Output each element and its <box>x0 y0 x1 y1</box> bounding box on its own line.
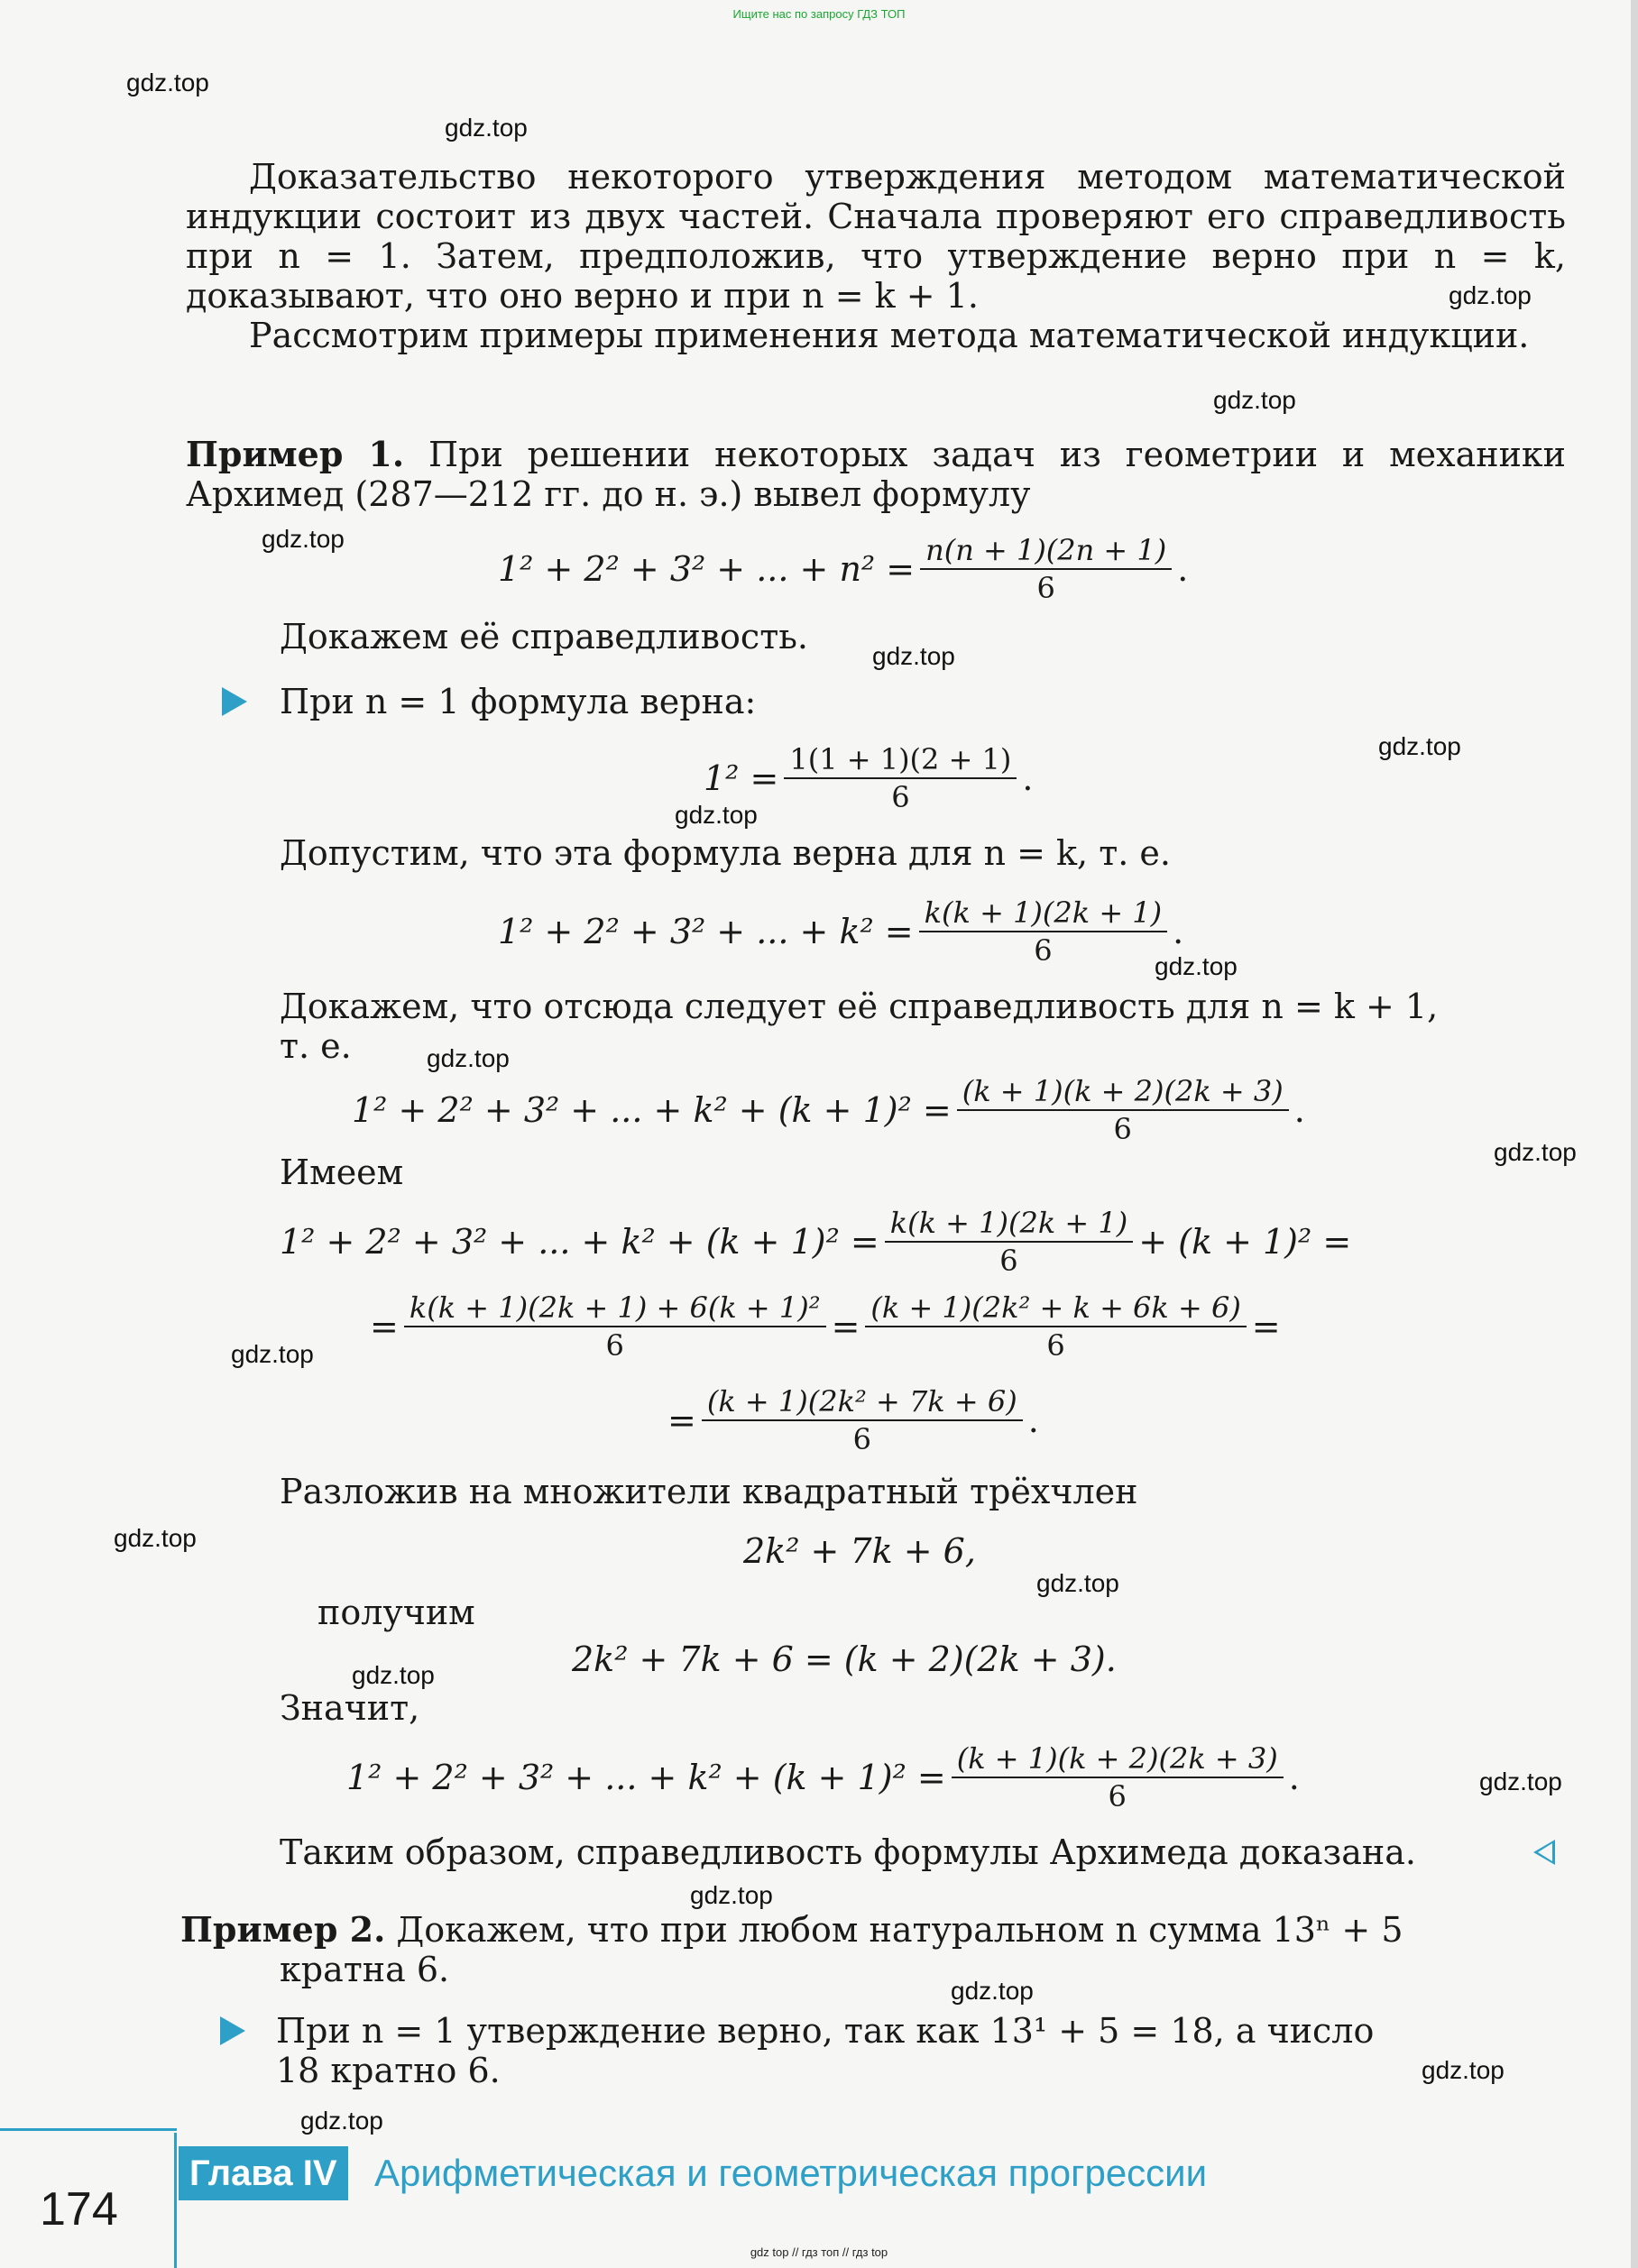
example2-step1: При n = 1 утверждение верно, так как 13¹ + 5 = 18, а число <box>276 2011 1375 2051</box>
example2-step1b: 18 кратно 6. <box>276 2051 501 2090</box>
watermark: gdz.top <box>675 801 758 829</box>
obtain-text: получим <box>317 1593 475 1632</box>
step1-text: При n = 1 формула верна: <box>280 682 757 721</box>
watermark: gdz.top <box>1213 386 1296 414</box>
fraction <box>957 1073 1289 1147</box>
trinomial: 2k² + 7k + 6, <box>743 1531 976 1571</box>
solution-start-marker <box>220 2016 245 2045</box>
example2-statement <box>180 1910 1403 1950</box>
have-text: Имеем <box>280 1152 404 1192</box>
fraction-numerator: 1(1 + 1)(2 + 1) <box>789 742 1012 776</box>
example2-text-2: кратна 6. <box>280 1950 450 1989</box>
watermark: gdz.top <box>1155 952 1238 980</box>
page-number: 174 <box>40 2183 118 2236</box>
fraction <box>920 532 1172 606</box>
conclusion-text: Таким образом, справедливость формулы Архимеда доказана. <box>280 1832 1416 1872</box>
fraction-denominator: 6 <box>1034 933 1053 968</box>
fraction-denominator: 6 <box>999 1244 1018 1278</box>
watermark: gdz.top <box>231 1340 314 1368</box>
fraction-denominator: 6 <box>1036 571 1055 605</box>
fraction-denominator: 6 <box>605 1328 624 1363</box>
formula-lhs: 1² = <box>704 758 779 798</box>
formula-expand: = $\frac{\text{k(k + 1)(2k + 1) + 6(k + 1)²}}{6}$ = $\frac{\text{(k + 1)(2k² + k + 6k + 6)}}{6}$ = <box>370 1290 1281 1363</box>
watermark: gdz.top <box>445 114 528 142</box>
watermark: gdz.top <box>126 69 209 96</box>
formula-have <box>280 1205 1351 1279</box>
watermark: gdz.top <box>872 642 955 670</box>
fraction <box>784 741 1017 815</box>
show-text-2: т. е. <box>280 1026 352 1066</box>
watermark: gdz.top <box>427 1044 510 1072</box>
watermark: gdz.top <box>352 1661 435 1689</box>
formula-lhs: 1² + 2² + 3² + ... + n² = <box>498 549 916 589</box>
watermark: gdz.top <box>1494 1138 1577 1166</box>
formula-final: 1² + 2² + 3² + ... + k² + (k + 1)² = $\frac{(k + 1)(k + 2)(2k + 3)}{6}$ . <box>346 1741 1300 1813</box>
assume-text: Допустим, что эта формула верна для n = k, т. е. <box>280 833 1171 873</box>
fraction <box>404 1290 826 1364</box>
fraction <box>702 1383 1023 1457</box>
chapter-badge: Глава IV <box>179 2146 348 2200</box>
fraction <box>952 1740 1284 1814</box>
page-edge <box>1631 0 1638 2268</box>
watermark: gdz.top <box>690 1881 773 1909</box>
example2-text: Докажем, что при любом натуральном n сумма 13ⁿ + 5 <box>396 1910 1403 1950</box>
watermark: gdz.top <box>1036 1569 1119 1597</box>
factored-formula: 2k² + 7k + 6 = (k + 2)(2k + 3). <box>572 1639 1117 1679</box>
fraction-numerator: k(k + 1)(2k + 1) <box>889 1206 1128 1240</box>
solution-start-marker <box>222 687 247 716</box>
formula-lhs: 1² + 2² + 3² + ... + k² = <box>498 912 914 951</box>
watermark: gdz.top <box>1378 732 1461 760</box>
formula-tail: + (k + 1)² = <box>1138 1222 1352 1262</box>
example1-label: Пример 1. <box>186 434 405 474</box>
fraction-numerator: (k + 1)(2k² + k + 6k + 6) <box>870 1290 1241 1325</box>
fraction-numerator: n(n + 1)(2n + 1) <box>925 533 1167 567</box>
fraction <box>919 895 1168 969</box>
fraction-numerator: k(k + 1)(2k + 1) + 6(k + 1)² <box>409 1290 821 1325</box>
formula-archimedes: 1² + 2² + 3² + ... + n² = $\frac{n(n + 1)(2n + 1)}{6}$ . <box>498 533 1189 605</box>
intro-paragraph: Доказательство некоторого утверждения методом математической индукции состоит из двух частей. Сначала проверяют его справедливость при n = 1. Затем, предположив, что утверждение верно при n = k, доказывают, что оно верно и при n = k + 1. <box>186 157 1566 316</box>
fraction-numerator: k(k + 1)(2k + 1) <box>924 895 1163 930</box>
formula-lhs: 1² + 2² + 3² + ... + k² + (k + 1)² = <box>346 1758 946 1797</box>
formula-lhs: 1² + 2² + 3² + ... + k² + (k + 1)² = <box>280 1222 879 1262</box>
watermark: gdz.top <box>1479 1768 1562 1795</box>
fraction-denominator: 6 <box>891 780 910 814</box>
formula-lhs: 1² + 2² + 3² + ... + k² + (k + 1)² = <box>352 1090 952 1130</box>
footer-rule <box>0 2128 177 2131</box>
watermark: gdz.top <box>300 2107 383 2135</box>
watermark: gdz.top <box>114 1524 197 1552</box>
solution-end-marker <box>1533 1840 1555 1865</box>
fraction <box>885 1205 1134 1279</box>
formula-show: 1² + 2² + 3² + ... + k² + (k + 1)² = $\frac{(k + 1)(k + 2)(2k + 3)}{6}$ . <box>352 1074 1305 1146</box>
watermark: gdz.top <box>1422 2056 1505 2084</box>
fraction-numerator: (k + 1)(k + 2)(2k + 3) <box>956 1741 1278 1776</box>
fraction-denominator: 6 <box>1113 1112 1132 1146</box>
watermark: gdz.top <box>951 1977 1034 2005</box>
formula-step1: 1² = $\frac{1(1 + 1)(2 + 1)}{6}$ . <box>704 742 1034 814</box>
formula-simplified: = $\frac{\text{(k + 1)(2k² + 7k + 6)}}{6}$ . <box>667 1384 1039 1456</box>
prove-text: Докажем её справедливость. <box>280 617 808 657</box>
fraction-numerator: (k + 1)(k + 2)(2k + 3) <box>962 1074 1284 1108</box>
fraction-denominator: 6 <box>852 1422 871 1456</box>
fraction-denominator: 6 <box>1046 1328 1065 1363</box>
fraction-numerator: (k + 1)(2k² + 7k + 6) <box>706 1384 1017 1419</box>
formula-assume: 1² + 2² + 3² + ... + k² = $\frac{k(k + 1)(2k + 1)}{6}$ . <box>498 895 1184 968</box>
fraction-denominator: 6 <box>1108 1779 1127 1813</box>
factor-text: Разложив на множители квадратный трёхчлен <box>280 1472 1138 1511</box>
example1-statement <box>186 435 1566 514</box>
top-banner: Ищите нас по запросу ГДЗ ТОП <box>732 7 906 21</box>
bottom-banner: gdz top // гдз топ // гдз top <box>750 2245 888 2259</box>
example2-label: Пример 2. <box>180 1909 386 1950</box>
chapter-title: Арифметическая и геометрическая прогрессии <box>374 2152 1208 2194</box>
watermark: gdz.top <box>1449 281 1532 309</box>
example1-text: При решении некоторых задач из геометрии и механики Архимед (287—212 гг. до н. э.) вывел формулу <box>186 435 1566 514</box>
show-text: Докажем, что отсюда следует её справедливость для n = k + 1, <box>280 987 1439 1026</box>
intro-paragraph-2: Рассмотрим примеры применения метода математической индукции. <box>249 316 1530 355</box>
watermark: gdz.top <box>262 525 345 553</box>
hence-text: Значит, <box>280 1688 420 1728</box>
fraction <box>865 1290 1246 1364</box>
